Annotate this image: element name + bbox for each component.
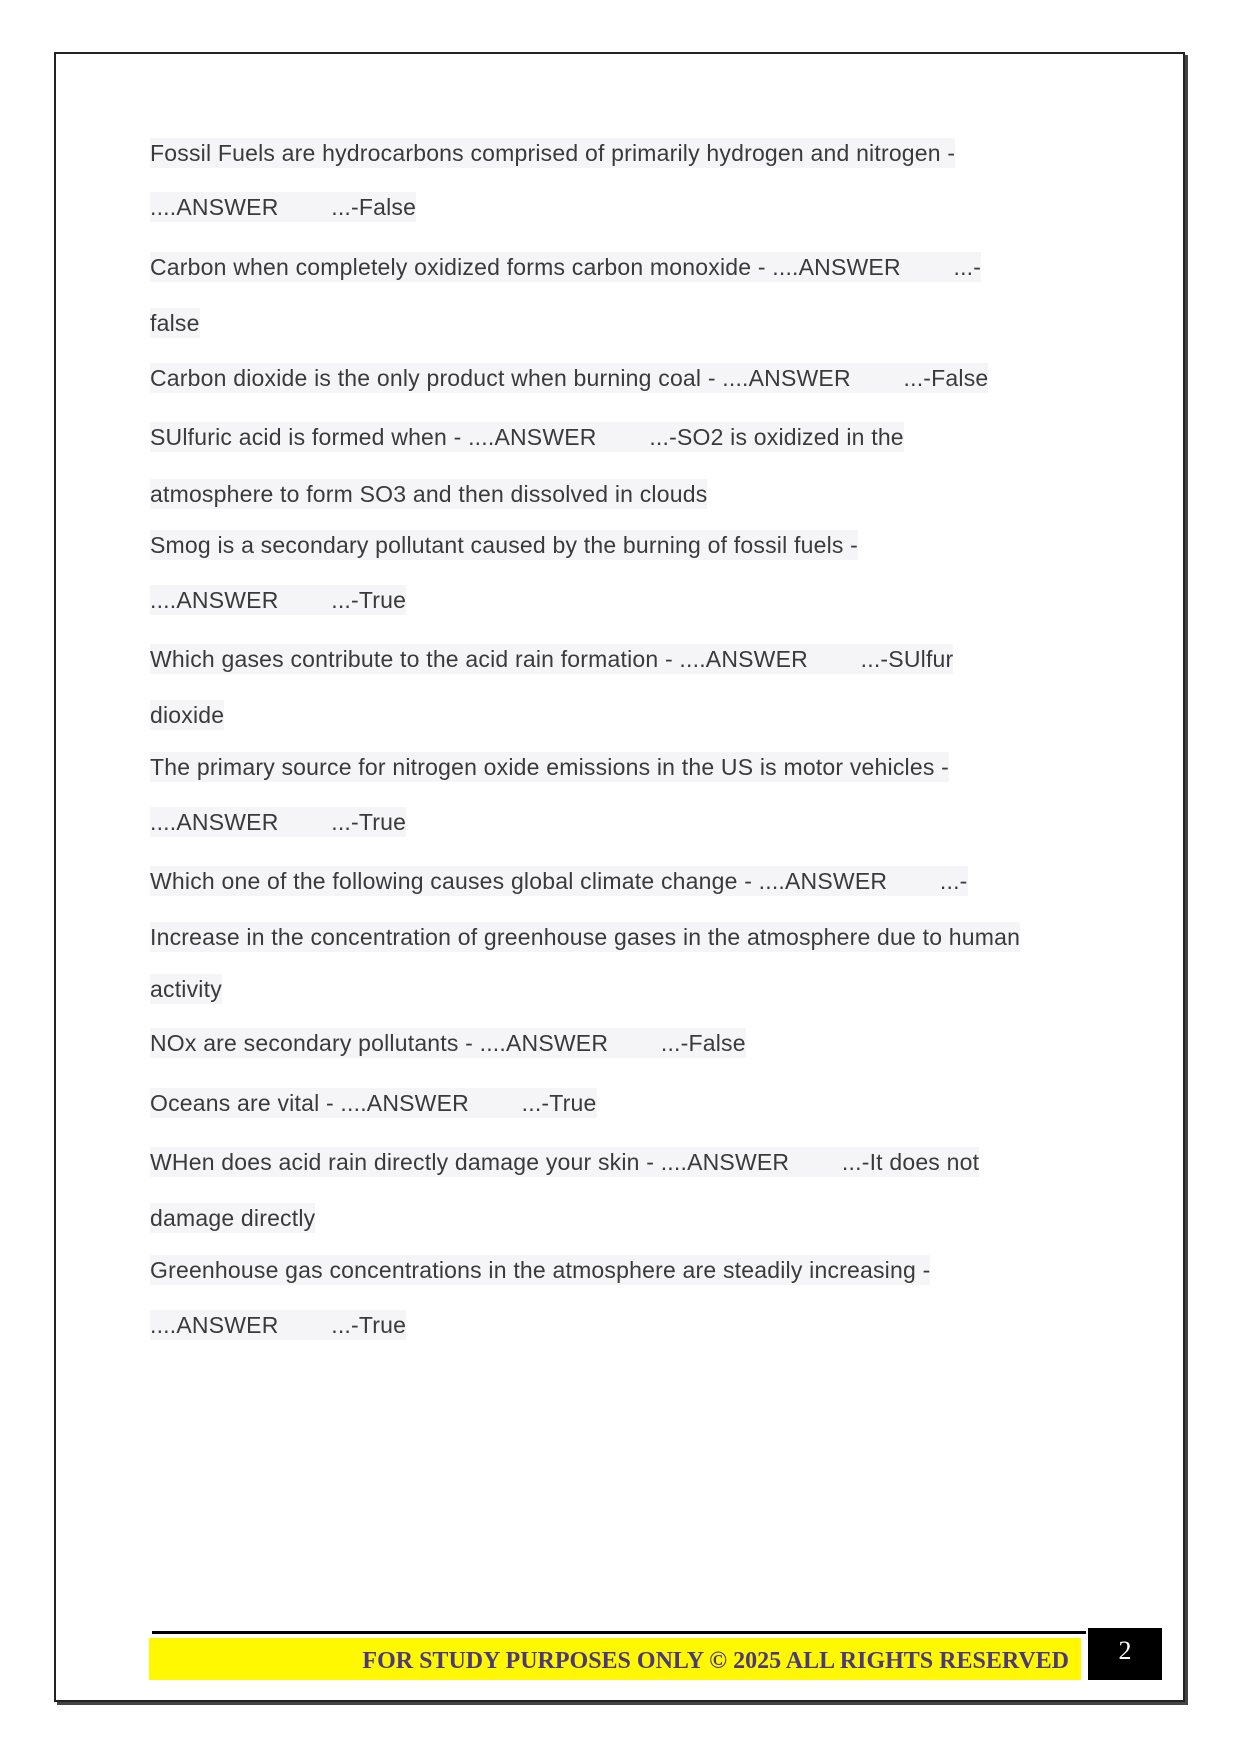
text-line: ....ANSWER ...-True	[150, 809, 407, 835]
text-line: NOx are secondary pollutants - ....ANSWER ...-False	[150, 1030, 746, 1056]
text-line: SUlfuric acid is formed when - ....ANSWER ...-SO2 is oxidized in the	[150, 424, 904, 450]
text-line: damage directly	[150, 1205, 316, 1231]
text-line: Greenhouse gas concentrations in the atmosphere are steadily increasing -	[150, 1257, 931, 1283]
text-line: Smog is a secondary pollutant caused by the burning of fossil fuels -	[150, 532, 859, 558]
text-line: WHen does acid rain directly damage your skin - ....ANSWER ...-It does not	[150, 1149, 980, 1175]
text-line: The primary source for nitrogen oxide emissions in the US is motor vehicles -	[150, 754, 949, 780]
text-line: Which one of the following causes global climate change - ....ANSWER ...-	[150, 868, 968, 894]
text-line: Carbon dioxide is the only product when burning coal - ....ANSWER ...-False	[150, 365, 989, 391]
text-line: Fossil Fuels are hydrocarbons comprised of primarily hydrogen and nitrogen -	[150, 140, 956, 166]
text-line: Increase in the concentration of greenhouse gases in the atmosphere due to human	[150, 924, 1021, 950]
text-line: ....ANSWER ...-True	[150, 587, 407, 613]
text-line: false	[150, 310, 200, 336]
text-line: activity	[150, 976, 222, 1002]
text-line: dioxide	[150, 702, 225, 728]
footer-rule	[152, 1631, 1086, 1634]
text-line: Carbon when completely oxidized forms carbon monoxide - ....ANSWER ...-	[150, 254, 982, 280]
text-line: ....ANSWER ...-True	[150, 1312, 407, 1338]
text-line: Which gases contribute to the acid rain formation - ....ANSWER ...-SUlfur	[150, 646, 954, 672]
text-line: Oceans are vital - ....ANSWER ...-True	[150, 1090, 597, 1116]
footer-band	[149, 1638, 1081, 1680]
text-line: ....ANSWER ...-False	[150, 194, 417, 220]
text-line: atmosphere to form SO3 and then dissolved in clouds	[150, 481, 708, 507]
page-number: 2	[1088, 1628, 1162, 1680]
footer-copyright-text: FOR STUDY PURPOSES ONLY © 2025 ALL RIGHTS RESERVED	[362, 1648, 1069, 1674]
